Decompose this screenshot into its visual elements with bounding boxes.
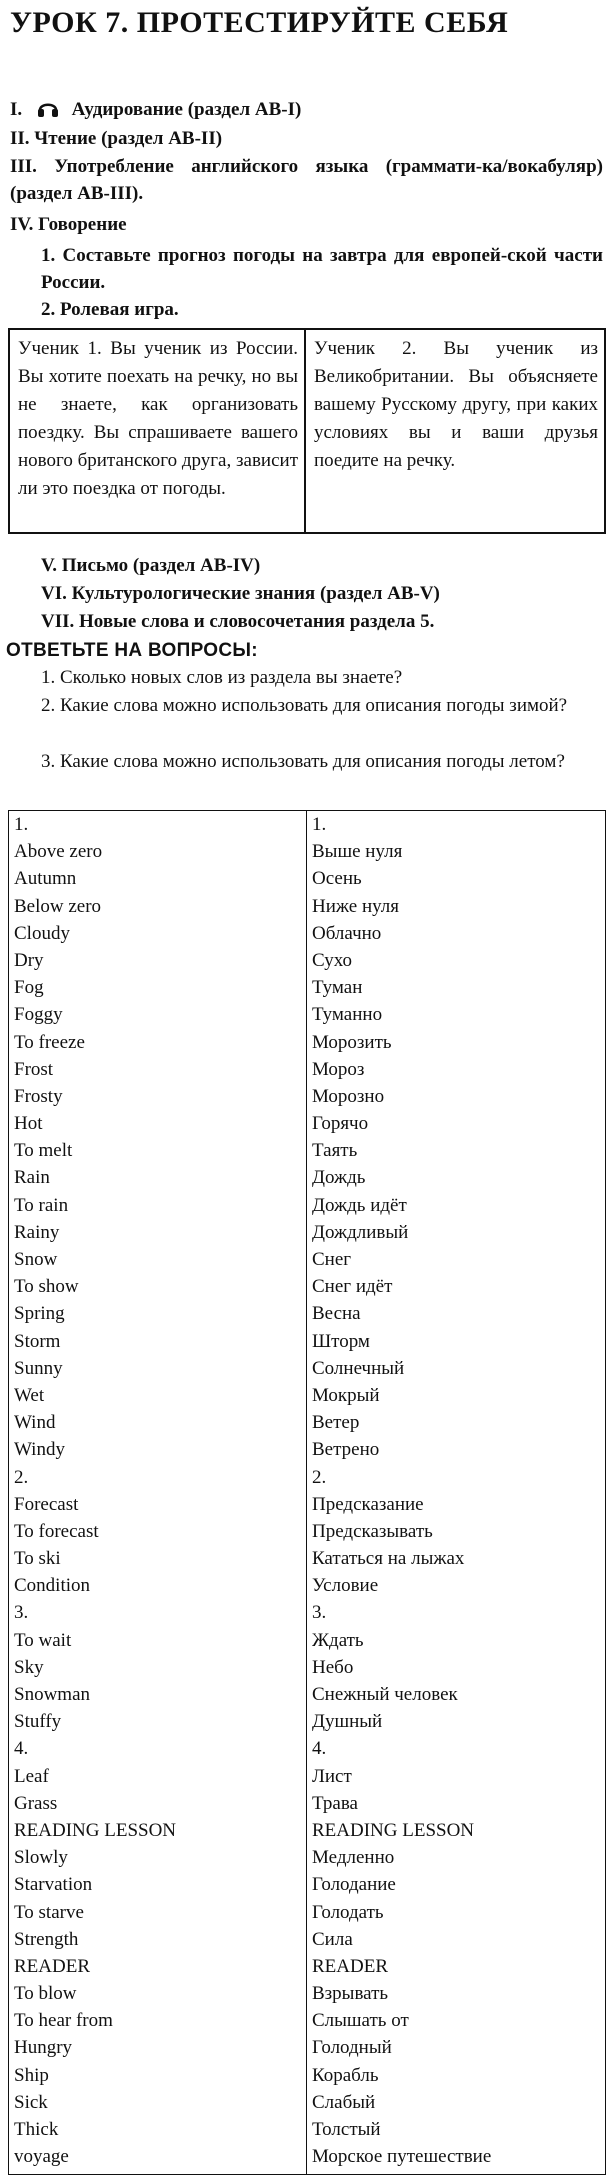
russian-translation: Морозно xyxy=(312,1085,385,1107)
russian-translation: Кататься на лыжах xyxy=(312,1548,465,1570)
english-word: Stuffy xyxy=(14,1711,62,1733)
english-word: Fog xyxy=(14,977,44,999)
russian-translation: Мокрый xyxy=(312,1384,380,1406)
english-word: Wind xyxy=(14,1412,56,1434)
english-word: Slowly xyxy=(14,1847,68,1869)
section-language-use: III. Употребление английского языка (граммати-ка/вокабуляр) (раздел АВ-III). xyxy=(10,156,603,204)
russian-translation: 2. xyxy=(312,1466,327,1488)
english-word: READER xyxy=(14,1955,90,1977)
question-item xyxy=(41,692,603,719)
russian-translation: Ветрено xyxy=(312,1439,380,1461)
question-text: 1. Сколько новых слов из раздела вы знаете? xyxy=(41,667,403,688)
russian-translation: Осень xyxy=(312,868,362,890)
english-word: To hear from xyxy=(14,2010,113,2032)
english-word: Rainy xyxy=(14,1221,60,1243)
russian-translation: Солнечный xyxy=(312,1357,405,1379)
russian-translation: Предсказание xyxy=(312,1493,424,1515)
english-word: To blow xyxy=(14,1983,77,2005)
russian-translation: Сухо xyxy=(312,949,352,971)
question-item xyxy=(41,748,603,775)
question-item xyxy=(41,664,603,691)
english-word: Snow xyxy=(14,1249,58,1270)
english-word: Snowman xyxy=(14,1684,90,1705)
vocabulary-english-column xyxy=(9,811,307,2174)
russian-translation: Голодный xyxy=(312,2037,392,2059)
english-word: READING LESSON xyxy=(14,1819,177,1841)
russian-translation: 1. xyxy=(312,814,327,835)
russian-translation: Ниже нуля xyxy=(312,895,400,917)
english-word: Above zero xyxy=(14,841,103,863)
russian-translation: Слабый xyxy=(312,2091,376,2113)
english-word: Cloudy xyxy=(14,922,70,944)
english-word: To ski xyxy=(14,1548,61,1570)
english-word: To rain xyxy=(14,1194,69,1216)
russian-translation: Морозить xyxy=(312,1031,392,1053)
section-new-words: VII. Новые слова и словосочетания раздела 5. xyxy=(41,611,435,632)
section-speaking: IV. Говорение xyxy=(10,214,127,235)
russian-translation: Туман xyxy=(312,977,363,999)
russian-translation: Сила xyxy=(312,1928,353,1950)
russian-translation: Снежный человек xyxy=(312,1684,458,1705)
russian-translation: Корабль xyxy=(312,2064,379,2086)
lesson-title: УРОК 7. ПРОТЕСТИРУЙТЕ СЕБЯ xyxy=(10,6,509,39)
section-reading: II. Чтение (раздел АВ-II) xyxy=(10,128,223,149)
russian-translation: Взрывать xyxy=(312,1983,389,2005)
section-listening-label: Аудирование (раздел АВ-I) xyxy=(71,99,302,120)
english-word: Autumn xyxy=(14,868,77,890)
english-word: 3. xyxy=(14,1602,29,1624)
english-word: Foggy xyxy=(14,1004,63,1026)
russian-translation: Горячо xyxy=(312,1113,369,1135)
english-word: Spring xyxy=(14,1303,65,1325)
english-word: 2. xyxy=(14,1466,29,1488)
english-word: To forecast xyxy=(14,1520,99,1542)
english-word: Frosty xyxy=(14,1085,63,1107)
russian-translation: Дождь идёт xyxy=(312,1194,407,1216)
speaking-task-forecast: 1. Составьте прогноз погоды на завтра для европей-ской части России. xyxy=(41,245,603,293)
english-word: Sunny xyxy=(14,1357,63,1379)
english-word: 4. xyxy=(14,1738,29,1760)
vocabulary-table xyxy=(8,810,606,2175)
russian-translation: Весна xyxy=(312,1303,361,1325)
english-word: To show xyxy=(14,1276,79,1298)
russian-translation: Туманно xyxy=(312,1004,383,1026)
vocabulary-russian-column xyxy=(307,811,605,2174)
russian-translation: Голодать xyxy=(312,1901,384,1923)
russian-translation: Трава xyxy=(312,1792,358,1814)
russian-translation: Медленно xyxy=(312,1847,395,1869)
english-word: Windy xyxy=(14,1439,65,1461)
english-word: Ship xyxy=(14,2064,49,2086)
answer-questions-heading: ОТВЕТЬТЕ НА ВОПРОСЫ: xyxy=(6,640,258,661)
russian-translation: Дождливый xyxy=(312,1221,409,1243)
english-word: Rain xyxy=(14,1167,50,1189)
section-listening xyxy=(10,96,301,126)
russian-translation: Ветер xyxy=(312,1412,360,1434)
english-word: To wait xyxy=(14,1629,72,1651)
english-word: Sick xyxy=(14,2091,48,2113)
russian-translation: Снег xyxy=(312,1249,352,1270)
roleplay-student-1: Ученик 1. Вы ученик из России. Вы хотите поехать на речку, но вы не знаете, как организовать поездку. Вы спрашиваете вашего нового британского друга, зависит ли это поездка от погоды. xyxy=(10,330,306,532)
roleplay-student-2: Ученик 2. Вы ученик из Великобритании. Вы объясняете вашему Русскому другу, при каких условиях вы и ваши друзья поедите на речку. xyxy=(314,338,598,471)
english-word: Starvation xyxy=(14,1874,93,1896)
section-writing: V. Письмо (раздел АВ-IV) xyxy=(41,555,261,576)
russian-translation: READING LESSON xyxy=(312,1819,475,1841)
english-word: To starve xyxy=(14,1901,84,1923)
english-word: To melt xyxy=(14,1140,73,1162)
russian-translation: Слышать от xyxy=(312,2010,409,2032)
russian-translation: Снег идёт xyxy=(312,1276,393,1298)
russian-translation: Предсказывать xyxy=(312,1520,433,1542)
russian-translation: Дождь xyxy=(312,1167,366,1189)
english-word: Below zero xyxy=(14,895,102,917)
russian-translation: Условие xyxy=(312,1575,379,1597)
question-text: 2. Какие слова можно использовать для описания погоды зимой? xyxy=(41,695,568,716)
english-word: Storm xyxy=(14,1330,61,1352)
english-word: Forecast xyxy=(14,1493,79,1515)
english-word: 1. xyxy=(14,814,29,835)
section-culture: VI. Культурологические знания (раздел АВ-V) xyxy=(41,583,440,604)
russian-translation: Таять xyxy=(312,1140,358,1162)
russian-translation: Ждать xyxy=(312,1629,364,1651)
english-word: Condition xyxy=(14,1575,91,1597)
headphones-icon xyxy=(37,98,59,126)
russian-translation: 3. xyxy=(312,1602,327,1624)
russian-translation: Толстый xyxy=(312,2119,381,2140)
english-word: Hot xyxy=(14,1113,43,1135)
english-word: Leaf xyxy=(14,1765,49,1787)
russian-translation: READER xyxy=(312,1955,388,1977)
english-word: Grass xyxy=(14,1792,58,1814)
russian-translation: Душный xyxy=(312,1711,383,1733)
russian-translation: Голодание xyxy=(312,1874,396,1896)
russian-translation: Лист xyxy=(312,1765,352,1787)
russian-translation: 4. xyxy=(312,1738,327,1760)
english-word: Dry xyxy=(14,949,44,971)
english-word: Frost xyxy=(14,1058,54,1080)
russian-translation: Мороз xyxy=(312,1058,365,1080)
english-word: Thick xyxy=(14,2119,59,2140)
english-word: Strength xyxy=(14,1928,79,1950)
question-text: 3. Какие слова можно использовать для описания погоды летом? xyxy=(41,751,565,772)
english-word: voyage xyxy=(14,2146,69,2168)
russian-translation: Облачно xyxy=(312,922,382,944)
english-word: To freeze xyxy=(14,1031,85,1053)
russian-translation: Небо xyxy=(312,1656,354,1678)
english-word: Sky xyxy=(14,1656,44,1678)
russian-translation: Шторм xyxy=(312,1330,370,1352)
russian-translation: Выше нуля xyxy=(312,841,403,863)
roleplay-table xyxy=(8,328,606,534)
section-listening-number: I. xyxy=(10,99,23,120)
russian-translation: Морское путешествие xyxy=(312,2146,492,2168)
speaking-task-roleplay: 2. Ролевая игра. xyxy=(41,299,179,320)
english-word: Wet xyxy=(14,1384,45,1406)
english-word: Hungry xyxy=(14,2037,73,2059)
